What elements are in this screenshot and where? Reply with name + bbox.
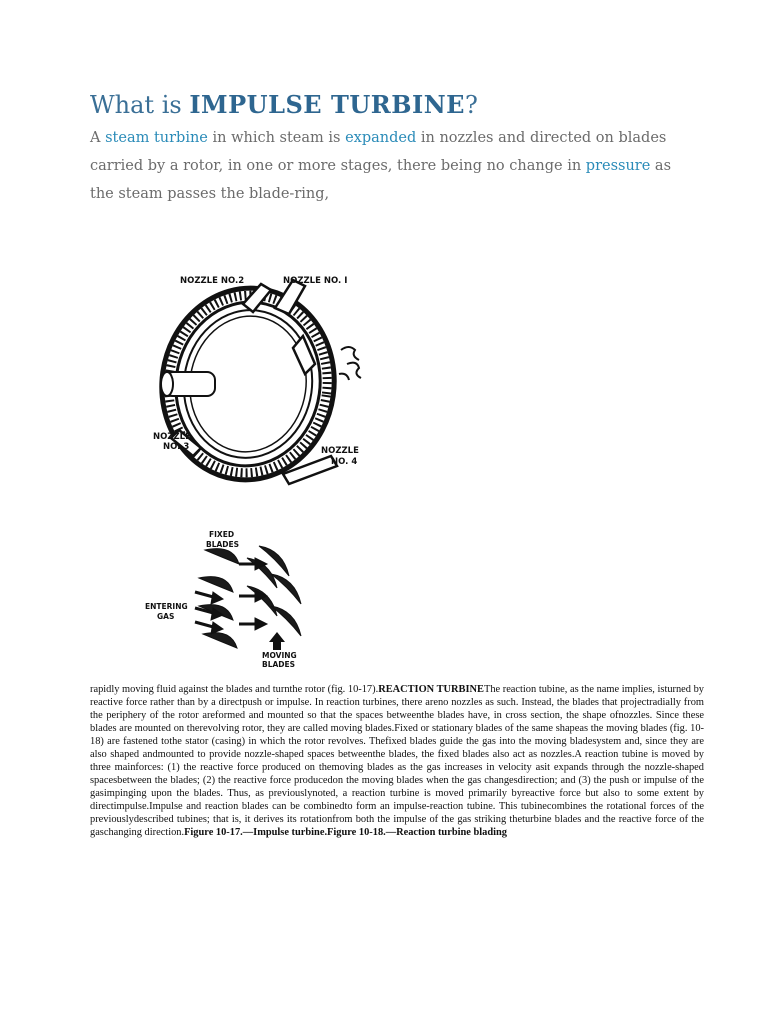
label-nozzle-4: NOZZLE (321, 446, 359, 456)
title-prefix: What is (90, 91, 190, 119)
body-paragraph (90, 683, 704, 839)
body-text: The reaction tubine, as the name implies, isturned by reactive force rather than by a directpush or impulse. In reaction turbines, there areno nozzles as such. Instead, the blades that projectradially from the periphery of the rotor areformed and mounted so that the spaces betweenthe blades have, in cross section, the shape ofnozzles. Since these blades are mounted on therevolving rotor, they are called moving blades.Fixed or stationary blades of the same shapeas the moving blades (fig. 10-18) are fastened tothe stator (casing) in which the rotor revolves. Thefixed blades guide the gas into the moving bladesystem and, since they are also shaped andmounted to provide nozzle-shaped spaces betweenthe blades, the fixed blades also act as nozzles.A reaction tubine is moved by three mainforces: (1) the reactive force produced on themoving blades as the gas increases in velocity asit expands through the nozzle-shaped spacesbetween the blades; (2) the reactive force producedon the moving blades when the gas changesdirection; and (3) the push or impulse of the gasimpinging upon the blades. Thus, as previouslynoted, a reaction turbine is moved primarily byreactive force but also to some extent by directimpulse.Impulse and reaction blades can be combinedto form an impulse-reaction tubine. This tubinecombines the rotational forces of the previouslydescribed tubines; that is, it derives its rotationfrom both the impulse of the gas striking theturbine blades and the reactive force of the gaschanging direction. (90, 684, 704, 838)
intro-text: A (90, 130, 106, 146)
label-moving-blades: BLADES (262, 660, 296, 668)
body-text: rapidly moving fluid against the blades and turnthe rotor (fig. 10-17). (90, 684, 379, 695)
impulse-turbine-figure (143, 264, 383, 496)
pressure-link[interactable]: pressure (585, 158, 651, 174)
label-nozzle-3: NOZZLE (153, 432, 191, 442)
reaction-blading-figure (143, 524, 343, 668)
label-nozzle-2: NOZZLE NO.2 (180, 276, 245, 286)
intro-paragraph (90, 124, 690, 208)
intro-text: in which steam is (207, 130, 346, 146)
page-title (90, 90, 478, 119)
label-fixed-blades: BLADES (206, 540, 240, 549)
title-emphasis: IMPULSE TURBINE (189, 90, 465, 119)
expanded-link[interactable]: expanded (345, 130, 417, 146)
label-entering-gas: GAS (157, 612, 175, 621)
reaction-turbine-heading: REACTION TURBINE (378, 684, 484, 695)
label-fixed: FIXED (209, 530, 235, 539)
intro-text: as the steam passes the blade-ring, (90, 158, 672, 202)
steam-turbine-link[interactable]: steam turbine (105, 130, 208, 146)
figure-captions: Figure 10-17.—Impulse turbine.Figure 10-18.—Reaction turbine blading (184, 827, 507, 838)
label-moving: MOVING (262, 651, 297, 660)
title-suffix: ? (464, 91, 478, 119)
label-nozzle-1: NOZZLE NO. I (283, 276, 348, 286)
label-nozzle-4-number: NO. 4 (331, 457, 358, 467)
intro-text: in nozzles and directed on blades carried by a rotor, in one or more stages, there being no change in (90, 130, 667, 174)
label-entering: ENTERING (145, 602, 188, 611)
label-nozzle-3-number: NO. 3 (163, 442, 190, 452)
